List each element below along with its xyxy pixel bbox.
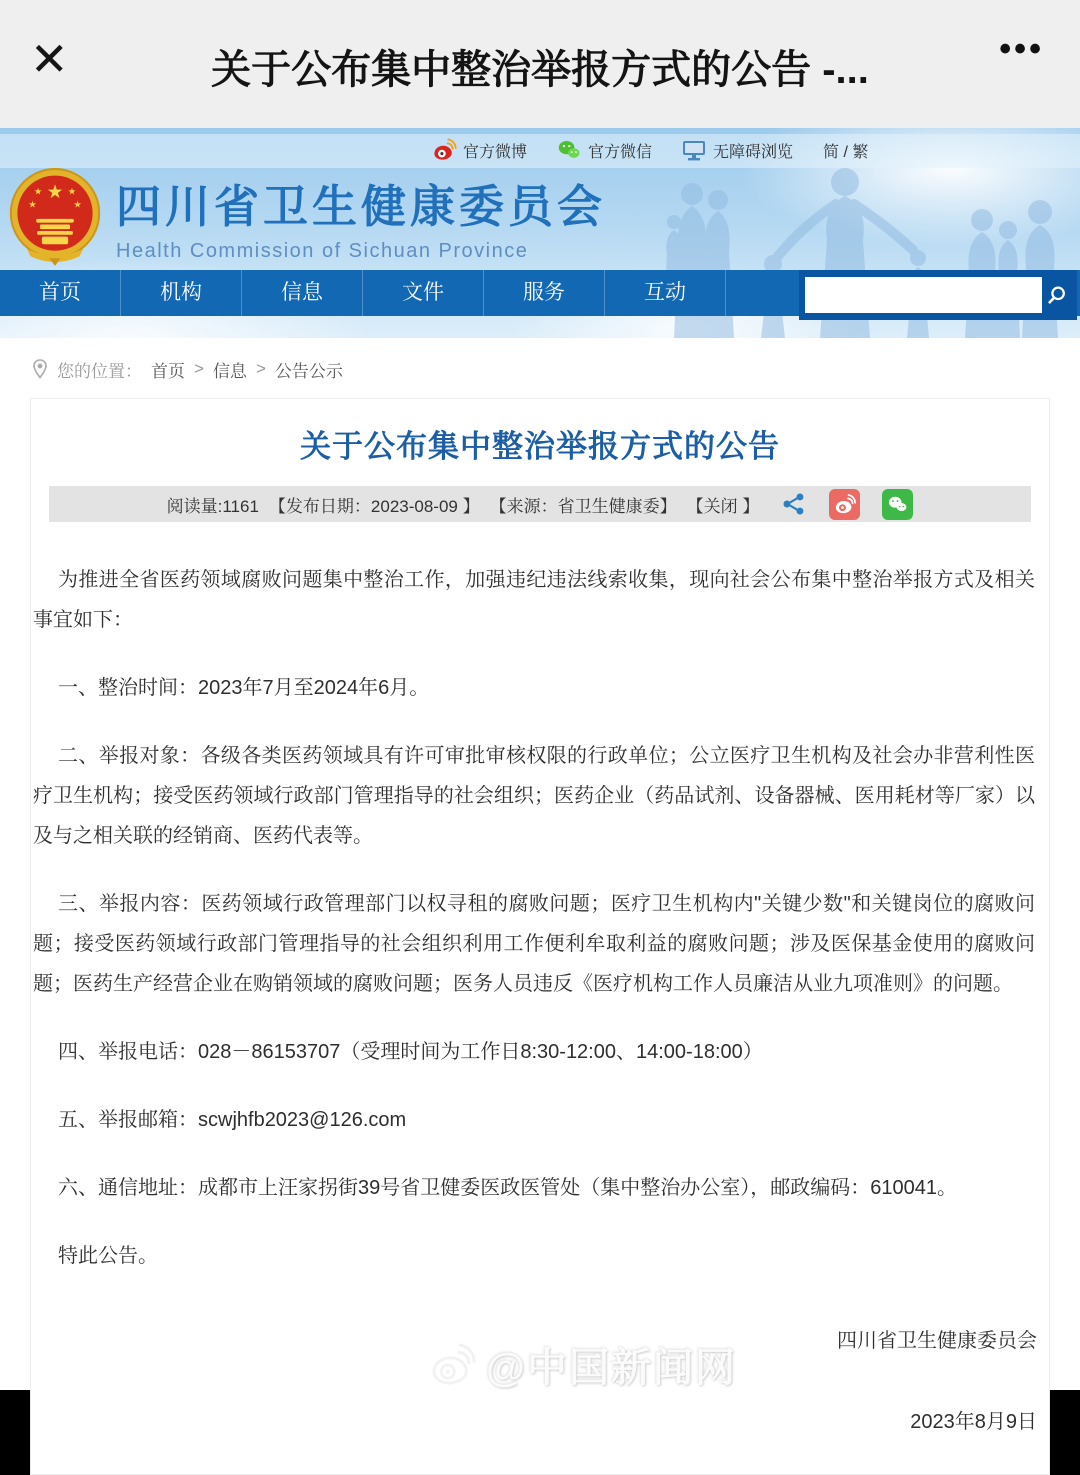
breadcrumb-link-home[interactable]: 首页: [151, 361, 185, 381]
article-date: 2023年8月9日: [910, 1411, 1037, 1433]
close-article-button[interactable]: 【关闭 】: [686, 496, 760, 516]
accessibility-link[interactable]: [682, 139, 793, 162]
breadcrumb-label: 您的位置：: [57, 361, 142, 381]
breadcrumb: [0, 346, 1080, 392]
nav-item-docs[interactable]: 文件: [363, 270, 484, 316]
svg-text:★: ★: [28, 198, 37, 210]
logo-text: [116, 170, 606, 263]
site-banner: [0, 128, 1080, 338]
paragraph: 二、举报对象：各级各类医药领域具有许可审批审核权限的行政单位；公立医疗卫生机构及社会办非营利性医疗卫生机构；接受医药领域行政部门管理指导的社会组织；医药企业（药品试剂、设备器械、医用耗材等厂家）以及与之相关联的经销商、医药代表等。: [33, 745, 1035, 847]
paragraph: 五、举报邮箱：scwjhfb2023@126.com: [58, 1109, 407, 1131]
paragraph: 为推进全省医药领域腐败问题集中整治工作，加强违纪违法线索收集，现向社会公布集中整治举报方式及相关事宜如下：: [33, 569, 1035, 631]
nav-item-home[interactable]: 首页: [0, 270, 121, 316]
site-name-cn: 四川省卫生健康委员会: [116, 180, 607, 232]
wechat-share-icon: [882, 489, 913, 520]
official-weibo-link[interactable]: [432, 138, 527, 162]
weibo-share-button[interactable]: [829, 489, 860, 520]
meta-source: 【来源：省卫生健康委】: [489, 496, 677, 516]
official-weibo-label: 官方微博: [463, 143, 528, 161]
nav-item-info[interactable]: 信息: [242, 270, 363, 316]
nav-item-org[interactable]: 机构: [121, 270, 242, 316]
national-emblem-icon: [8, 166, 102, 266]
article-body: [31, 560, 1049, 1276]
location-pin-icon: [32, 359, 48, 379]
watermark-text: @中国新闻网: [486, 1346, 738, 1390]
wechat-share-button[interactable]: [882, 489, 913, 520]
nav-item-interact[interactable]: 互动: [605, 270, 726, 316]
breadcrumb-current: 公告公示: [274, 361, 343, 381]
utility-bar: [432, 138, 868, 162]
breadcrumb-link-section[interactable]: 信息: [212, 361, 247, 381]
site-name-en: Health Commission of Sichuan Province: [116, 239, 529, 262]
svg-text:★: ★: [67, 185, 77, 197]
paragraph: 一、整治时间：2023年7月至2024年6月。: [58, 677, 430, 699]
svg-text:★: ★: [46, 181, 64, 203]
accessibility-label: 无障碍浏览: [713, 143, 794, 161]
search-button[interactable]: [1042, 277, 1071, 313]
svg-text:★: ★: [33, 185, 43, 197]
article-signature: 四川省卫生健康委员会: [837, 1330, 1037, 1352]
lang-toggle-label: 简 / 繁: [823, 143, 869, 161]
wechat-icon: [557, 138, 581, 162]
meta-publish-date: 【发布日期：2023-08-09 】: [268, 496, 480, 516]
meta-views: 阅读量:1161: [166, 496, 259, 516]
share-button[interactable]: [781, 491, 807, 517]
weibo-icon: [432, 138, 456, 162]
search-icon: [1046, 284, 1068, 306]
browser-page-title: 关于公布集中整治举报方式的公告 -...: [211, 48, 869, 92]
more-menu-icon[interactable]: •••: [999, 30, 1044, 68]
share-icon: [781, 491, 807, 517]
paragraph: 四、举报电话：028－86153707（受理时间为工作日8:30-12:00、14:00-18:00）: [58, 1041, 763, 1063]
lang-toggle[interactable]: [823, 139, 868, 162]
svg-text:★: ★: [73, 198, 82, 210]
breadcrumb-separator: >: [255, 359, 266, 378]
article-container: [30, 398, 1050, 1475]
paragraph: 特此公告。: [58, 1245, 158, 1267]
search-box: [799, 270, 1077, 320]
close-icon[interactable]: ✕: [30, 33, 69, 85]
paragraph: 六、通信地址：成都市上汪家拐街39号省卫健委医政医管处（集中整治办公室），邮政编码：610041。: [58, 1177, 957, 1199]
monitor-icon: [682, 139, 706, 161]
nav-item-services[interactable]: 服务: [484, 270, 605, 316]
breadcrumb-separator: >: [194, 359, 204, 378]
article-title: 关于公布集中整治举报方式的公告: [300, 429, 780, 464]
paragraph: 三、举报内容：医药领域行政管理部门以权寻租的腐败问题；医疗卫生机构内"关键少数"和关键岗位的腐败问题；接受医药领域行政部门管理指导的社会组织利用工作便利牟取利益的腐败问题；涉及医保基金使用的腐败问题；医药生产经营企业在购销领域的腐败问题；医务人员违反《医疗机构工作人员廉洁从业九项准则》的问题。: [33, 893, 1035, 995]
official-wechat-link[interactable]: [557, 138, 652, 162]
meta-text: [167, 492, 760, 517]
search-input[interactable]: [805, 277, 1042, 313]
weibo-share-icon: [829, 489, 860, 520]
article-meta-bar: [49, 486, 1031, 522]
browser-topbar: [0, 0, 1080, 128]
official-wechat-label: 官方微信: [588, 143, 653, 161]
site-logo: [8, 166, 606, 266]
